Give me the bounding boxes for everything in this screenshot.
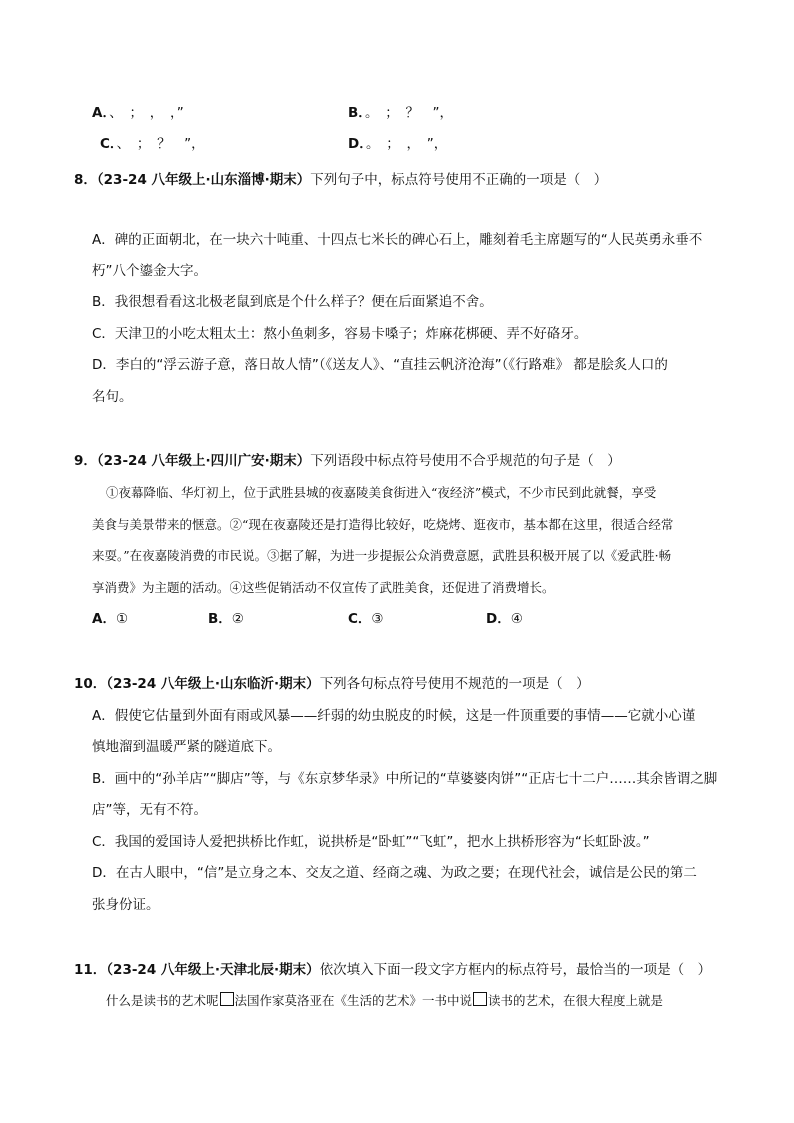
q7-option-b xyxy=(348,104,453,122)
q10-option-d-line2: 张身份证。 xyxy=(92,897,160,913)
q11-passage-line1 xyxy=(106,992,663,1010)
q9-title xyxy=(74,452,621,470)
question-number: 8． xyxy=(74,172,97,188)
q9-option-a xyxy=(92,610,128,628)
option-letter: C． xyxy=(100,136,117,152)
option-text: 。 ； ？ ”， xyxy=(365,105,454,121)
q9-passage-line4: 享消费》为主题的活动。④这些促销活动不仅宣传了武胜美食，还促进了消费增长。 xyxy=(92,580,555,595)
q9-passage-line2: 美食与美景带来的惬意。②“现在夜嘉陵还是打造得比较好，吃烧烤、逛夜市，基本都在这里，很适合经常 xyxy=(92,517,674,532)
option-letter: A． xyxy=(92,105,110,121)
option-text: ② xyxy=(231,611,244,627)
option-text: 。 ； ， ”， xyxy=(365,136,448,152)
blank-box-2 xyxy=(473,992,487,1006)
question-stem: 下列各句标点符号使用不规范的一项是（ ） xyxy=(319,676,590,692)
option-letter: D． xyxy=(348,136,366,152)
q8-option-d-line1: D．李白的“浮云游子意，落日故人情”（《送友人》、“直挂云帆济沧海”（《行路难》 都是脍炙人口的 xyxy=(92,357,668,373)
option-text: 、 ； ， ，” xyxy=(109,105,184,121)
option-letter: A． xyxy=(92,611,116,627)
q9-option-b xyxy=(208,610,244,628)
question-stem: 依次填入下面一段文字方框内的标点符号，最恰当的一项是（ ） xyxy=(319,962,712,978)
question-source: （23-24 八年级上·山东淄博·期末） xyxy=(96,172,311,188)
q8-option-b: B．我很想看看这北极老鼠到底是个什么样子？便在后面紧追不舍。 xyxy=(92,294,493,310)
question-source: （23-24 八年级上·山东临沂·期末） xyxy=(106,676,320,692)
q7-option-c xyxy=(100,135,205,153)
q10-option-b-line1: B．画中的“孙羊店”“脚店”等，与《东京梦华录》中所记的“草婆婆肉饼”“正店七十二户……其余皆谓之脚 xyxy=(92,771,718,787)
q7-option-d xyxy=(348,135,447,153)
option-letter: D． xyxy=(486,611,511,627)
q8-title xyxy=(74,171,607,189)
q11-title xyxy=(74,961,711,979)
option-letter: B． xyxy=(208,611,232,627)
option-text: 、 ； ？ ”， xyxy=(116,136,205,152)
q10-title xyxy=(74,675,590,693)
q10-option-d-line1: D．在古人眼中，“信”是立身之本、交友之道、经商之魂、为政之要；在现代社会，诚信是公民的第二 xyxy=(92,865,697,881)
passage-segment: 读书的艺术，在很大程度上就是 xyxy=(488,993,664,1008)
passage-segment: 什么是读书的艺术呢 xyxy=(106,993,219,1008)
q10-option-a-line1: A．假使它估量到外面有雨或风暴——纤弱的幼虫脱皮的时候，这是一件顶重要的事情——它就小心谨 xyxy=(92,708,696,724)
option-text: ③ xyxy=(371,611,384,627)
q8-option-a-line1: A．碑的正面朝北，在一块六十吨重、十四点七米长的碑心石上，雕刻着毛主席题写的“人民英勇永垂不 xyxy=(92,232,703,248)
blank-box-1 xyxy=(220,992,234,1006)
option-text: ④ xyxy=(510,611,523,627)
q10-option-a-line2: 慎地溜到温暖严紧的隧道底下。 xyxy=(92,739,281,755)
q8-option-a-line2: 朽”八个鎏金大字。 xyxy=(92,263,207,279)
q9-passage-line1: ①夜幕降临、华灯初上，位于武胜县城的夜嘉陵美食街进入“夜经济”模式，不少市民到此就餐，享受 xyxy=(106,485,657,500)
q9-option-d xyxy=(486,610,523,628)
option-letter: C． xyxy=(348,611,372,627)
q9-option-c xyxy=(348,610,384,628)
q8-option-c: C．天津卫的小吃太粗太土：熬小鱼刺多，容易卡嗓子；炸麻花梆硬、弄不好硌牙。 xyxy=(92,326,588,342)
q10-option-c: C．我国的爱国诗人爱把拱桥比作虹，说拱桥是“卧虹”“飞虹”，把水上拱桥形容为“长虹卧波。” xyxy=(92,834,650,850)
question-number: 9． xyxy=(74,453,97,469)
q10-option-b-line2: 店”等，无有不符。 xyxy=(92,802,207,818)
q7-option-a xyxy=(92,104,184,122)
q8-option-d-line2: 名句。 xyxy=(92,389,133,405)
question-number: 11． xyxy=(74,962,107,978)
question-source: （23-24 八年级上·四川广安·期末） xyxy=(96,453,311,469)
question-source: （23-24 八年级上·天津北辰·期末） xyxy=(106,962,320,978)
passage-segment: 法国作家莫洛亚在《生活的艺术》一书中说 xyxy=(234,993,473,1008)
option-text: ① xyxy=(115,611,129,627)
question-number: 10． xyxy=(74,676,107,692)
question-stem: 下列句子中，标点符号使用不正确的一项是（ ） xyxy=(310,172,608,188)
option-letter: B． xyxy=(348,105,366,121)
q9-passage-line3: 来耍。”在夜嘉陵消费的市民说。③据了解，为进一步提振公众消费意愿，武胜县积极开展了以《爱武胜·畅 xyxy=(92,548,672,563)
question-stem: 下列语段中标点符号使用不合乎规范的句子是（ ） xyxy=(310,453,621,469)
